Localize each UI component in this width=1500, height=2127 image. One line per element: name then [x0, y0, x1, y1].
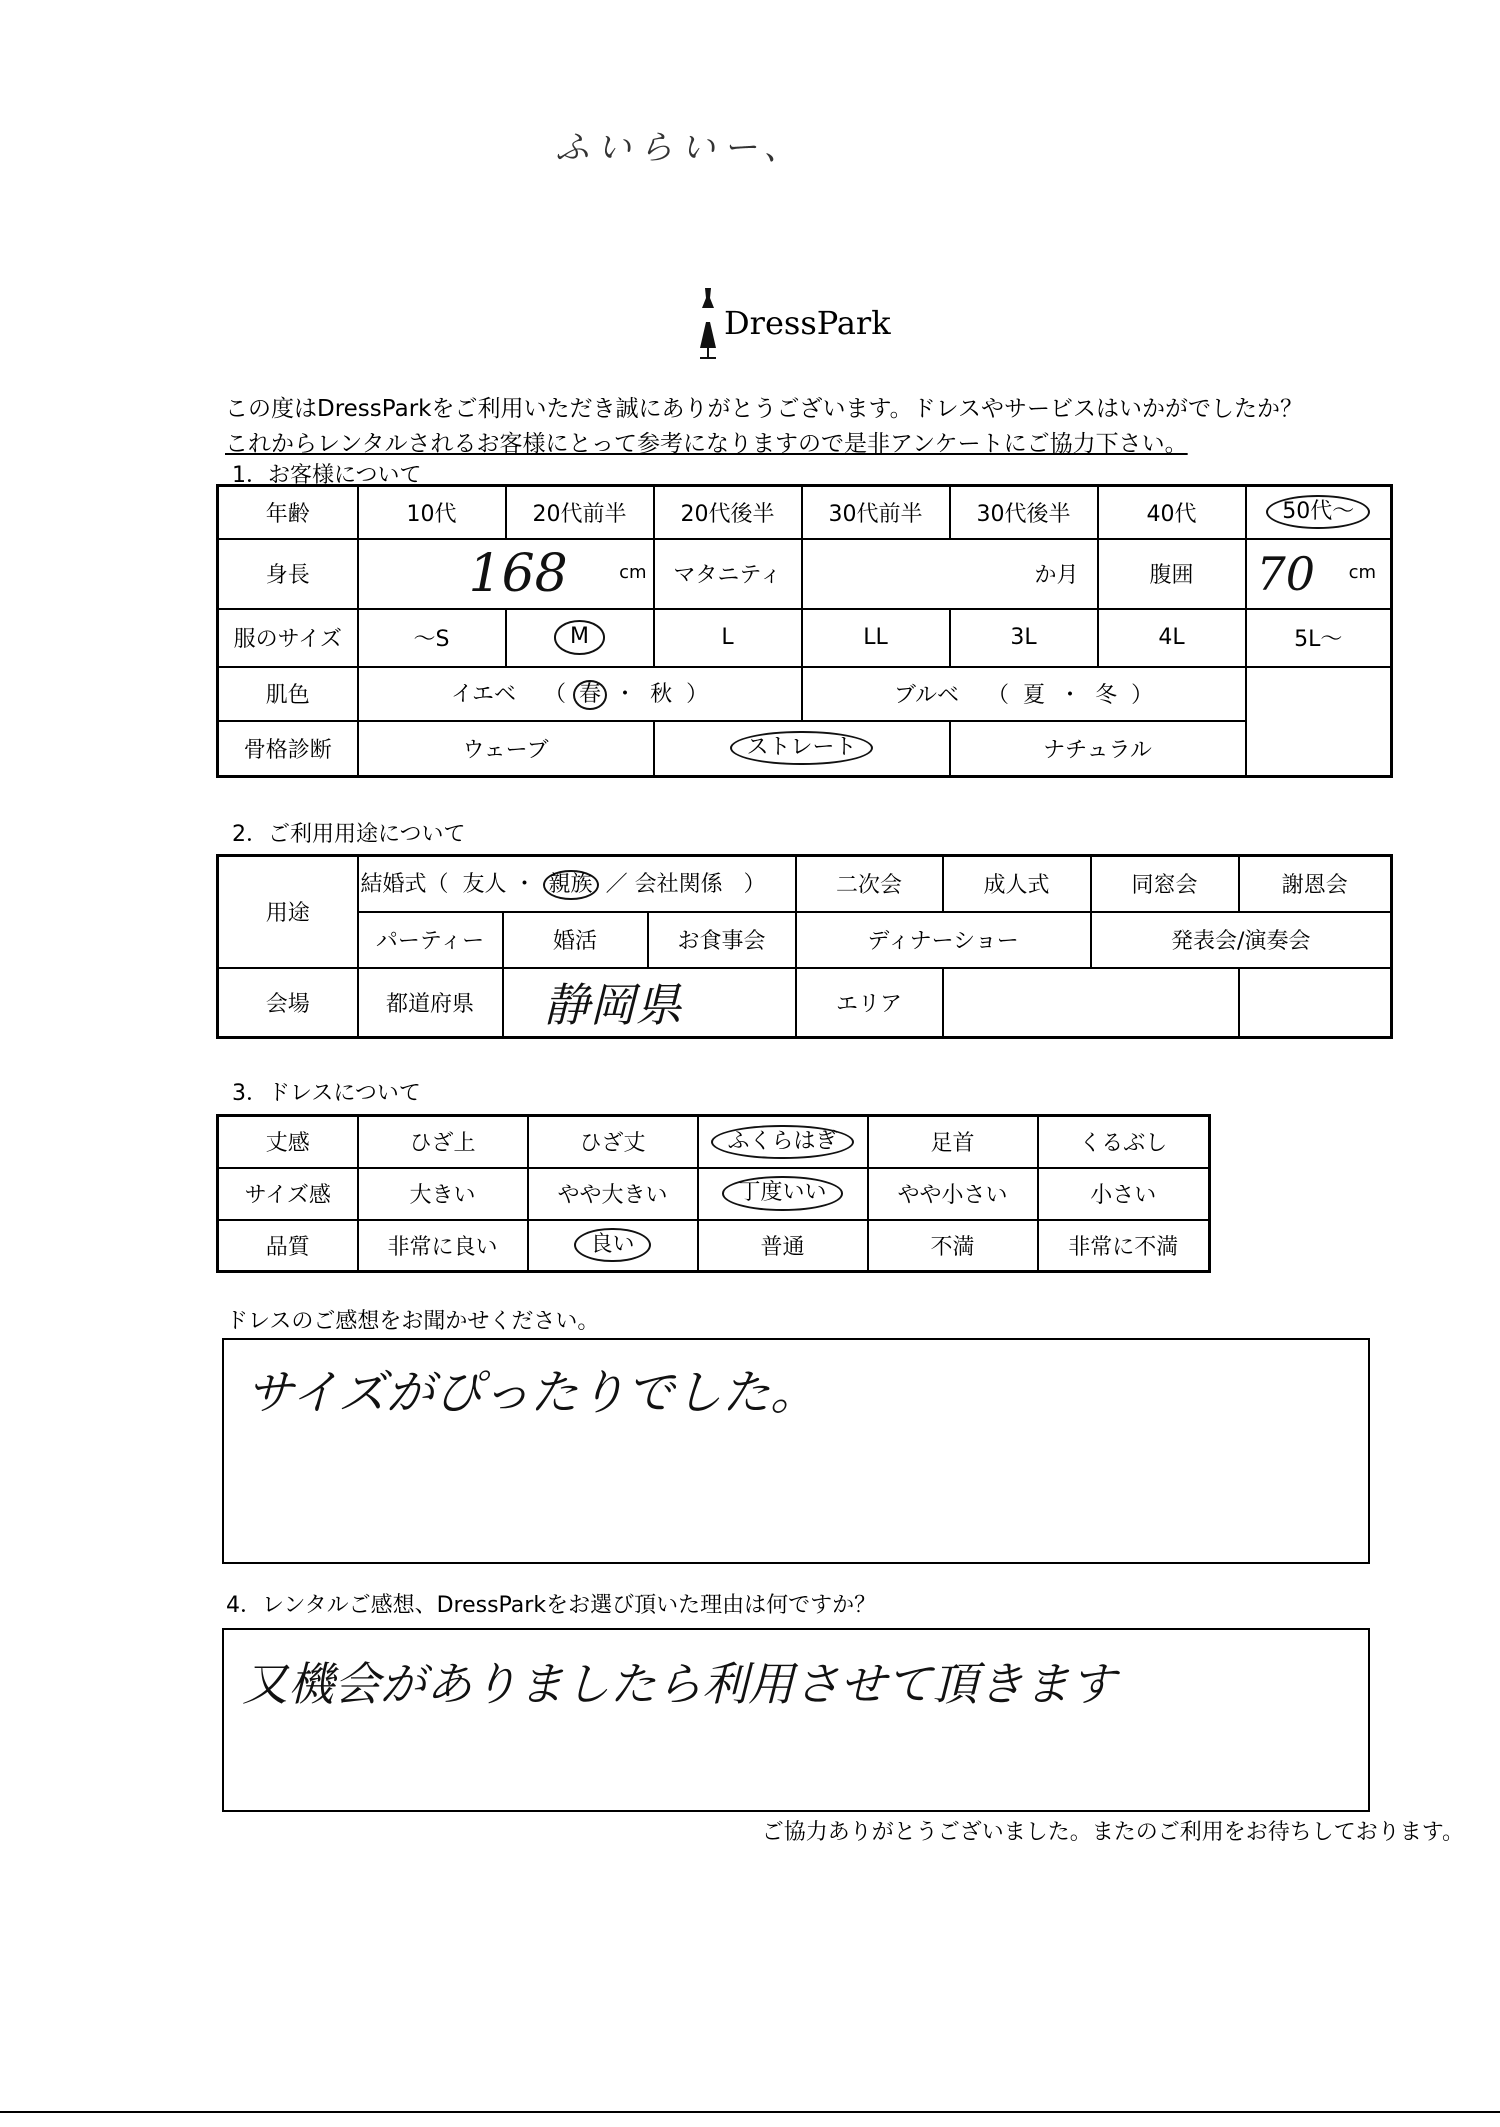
length-option[interactable]: ひざ上 — [358, 1116, 528, 1168]
page-bottom-line — [0, 2111, 1500, 2113]
empty-cell — [1246, 721, 1392, 777]
size-option[interactable]: 5L～ — [1246, 609, 1392, 667]
prefecture-field[interactable] — [503, 968, 796, 1038]
age-row — [218, 486, 1392, 539]
separator-dot: ・ — [614, 681, 637, 707]
selection-circle: ふくらはぎ — [711, 1125, 853, 1159]
dress-icon — [694, 282, 722, 360]
quality-option[interactable]: 非常に良い — [358, 1220, 528, 1272]
body-type-option[interactable]: ウェーブ — [358, 721, 654, 777]
maternity-field[interactable] — [802, 539, 1098, 609]
selection-circle: ストレート — [730, 731, 872, 765]
size-option[interactable]: 4L — [1098, 609, 1246, 667]
wedding-option-selected[interactable]: 親族 — [543, 870, 599, 900]
usage-option[interactable]: 同窓会 — [1091, 856, 1239, 912]
height-label: 身長 — [218, 539, 358, 609]
wedding-option[interactable]: 会社関係 — [634, 872, 723, 898]
size-option[interactable]: LL — [802, 609, 950, 667]
selection-circle: 丁度いい — [722, 1176, 842, 1210]
body-type-option[interactable]: ナチュラル — [950, 721, 1246, 777]
intro-line-1: この度はDressParkをご利用いただき誠にありがとうございます。ドレスやサービスはいかがでしたか？ — [225, 396, 1303, 422]
quality-option[interactable]: 普通 — [698, 1220, 868, 1272]
length-option[interactable]: ひざ丈 — [528, 1116, 698, 1168]
length-option[interactable]: くるぶし — [1038, 1116, 1210, 1168]
wedding-field[interactable] — [358, 856, 796, 912]
size-option-selected[interactable] — [506, 609, 654, 667]
size-label: 服のサイズ — [218, 609, 358, 667]
fit-option-selected[interactable] — [698, 1168, 868, 1220]
paren-close: ） — [743, 872, 766, 898]
usage-option[interactable]: 謝恩会 — [1239, 856, 1392, 912]
usage-option[interactable]: お食事会 — [648, 912, 796, 968]
section1-title: 1．お客様について — [232, 463, 422, 488]
dress-comment-box[interactable] — [222, 1338, 1370, 1564]
quality-label: 品質 — [218, 1220, 358, 1272]
quality-option-selected[interactable] — [528, 1220, 698, 1272]
empty-cell — [1246, 667, 1392, 721]
dresspark-logo — [690, 280, 910, 360]
paren-close: ） — [686, 681, 709, 707]
prefecture-value: 静岡県 — [543, 978, 682, 1033]
quality-row — [218, 1220, 1210, 1272]
wedding-option[interactable]: 友人 — [462, 872, 507, 898]
age-option[interactable]: 20代前半 — [506, 486, 654, 539]
fit-row — [218, 1168, 1210, 1220]
waist-unit: cm — [1348, 561, 1376, 583]
age-option[interactable]: 30代前半 — [802, 486, 950, 539]
age-option[interactable]: 10代 — [358, 486, 506, 539]
handwritten-scribble: ふいらいー、 — [555, 128, 806, 168]
skin-option[interactable]: 冬 — [1095, 683, 1118, 708]
dress-table — [216, 1114, 1211, 1273]
size-row — [218, 609, 1392, 667]
area-label: エリア — [796, 968, 943, 1038]
quality-option[interactable]: 非常に不満 — [1038, 1220, 1210, 1272]
selection-circle: M — [554, 620, 605, 654]
wedding-label: 結婚式（ — [360, 872, 449, 898]
paren-open: （ — [987, 683, 1010, 708]
height-field[interactable] — [358, 539, 654, 609]
section3-title: 3．ドレスについて — [232, 1081, 421, 1106]
skin-label: 肌色 — [218, 667, 358, 721]
separator-dot: ・ — [1059, 683, 1082, 708]
height-row — [218, 539, 1392, 609]
usage-option[interactable]: 二次会 — [796, 856, 943, 912]
usage-option[interactable]: ディナーショー — [796, 912, 1091, 968]
usage-option[interactable]: 婚活 — [503, 912, 648, 968]
length-option-selected[interactable] — [698, 1116, 868, 1168]
comment-prompt: ドレスのご感想をお聞かせください。 — [226, 1309, 600, 1334]
height-value: 168 — [468, 543, 568, 604]
usage-option[interactable]: 成人式 — [943, 856, 1091, 912]
fit-option[interactable]: やや小さい — [868, 1168, 1038, 1220]
usage-row-1 — [218, 856, 1392, 912]
closing-message: ご協力ありがとうございました。またのご利用をお待ちしております。 — [761, 1820, 1464, 1845]
empty-cell — [1239, 968, 1392, 1038]
yellow-base-field[interactable] — [358, 667, 802, 721]
area-field[interactable] — [943, 968, 1239, 1038]
skin-option-selected[interactable]: 春 — [573, 680, 607, 710]
fit-label: サイズ感 — [218, 1168, 358, 1220]
body-type-option-selected[interactable] — [654, 721, 950, 777]
paren-open: （ — [544, 681, 567, 707]
separator-dot: ・ — [513, 872, 536, 898]
waist-label: 腹囲 — [1098, 539, 1246, 609]
usage-option[interactable]: 発表会/演奏会 — [1091, 912, 1392, 968]
usage-row-2 — [218, 912, 1392, 968]
customer-table — [216, 484, 1393, 778]
quality-option[interactable]: 不満 — [868, 1220, 1038, 1272]
maternity-label: マタニティ — [654, 539, 802, 609]
age-option[interactable]: 30代後半 — [950, 486, 1098, 539]
usage-option[interactable]: パーティー — [358, 912, 503, 968]
venue-label: 会場 — [218, 968, 358, 1038]
reason-comment-box[interactable] — [222, 1628, 1370, 1812]
usage-label: 用途 — [218, 856, 358, 968]
paren-close: ） — [1131, 683, 1154, 708]
separator-slash: ／ — [605, 872, 628, 898]
skin-row — [218, 667, 1392, 721]
age-option[interactable]: 40代 — [1098, 486, 1246, 539]
age-option-selected[interactable] — [1246, 486, 1392, 539]
blue-base-field[interactable] — [802, 667, 1246, 721]
size-option[interactable]: L — [654, 609, 802, 667]
fit-option[interactable]: やや大きい — [528, 1168, 698, 1220]
waist-value: 70 — [1256, 546, 1316, 601]
reason-comment-text: 又機会がありましたら利用させて頂きます — [242, 1657, 1116, 1711]
dress-comment-text: サイズがぴったりでした。 — [246, 1365, 819, 1421]
maternity-unit: か月 — [1034, 563, 1079, 588]
body-type-row — [218, 721, 1392, 777]
prefecture-label: 都道府県 — [358, 968, 503, 1038]
blue-base-label: ブルベ — [893, 683, 960, 708]
selection-circle: 50代～ — [1266, 495, 1370, 529]
length-label: 丈感 — [218, 1116, 358, 1168]
skin-option[interactable]: 秋 — [650, 681, 673, 707]
intro-line-2: これからレンタルされるお客様にとって参考になりますので是非アンケートにご協力下さい。 — [225, 431, 1188, 457]
selection-circle: 良い — [574, 1228, 650, 1262]
yellow-base-label: イエベ — [450, 681, 517, 707]
venue-row — [218, 968, 1392, 1038]
skin-option[interactable]: 夏 — [1023, 683, 1046, 708]
age-option[interactable]: 20代後半 — [654, 486, 802, 539]
size-option[interactable]: ～S — [358, 609, 506, 667]
height-unit: cm — [619, 561, 647, 583]
section2-title: 2．ご利用用途について — [232, 822, 466, 847]
section4-title: 4．レンタルご感想、DressParkをお選び頂いた理由は何ですか？ — [226, 1593, 877, 1618]
length-option[interactable]: 足首 — [868, 1116, 1038, 1168]
age-label: 年齢 — [218, 486, 358, 539]
brand-name: DressPark — [724, 304, 891, 342]
waist-field[interactable] — [1246, 539, 1392, 609]
fit-option[interactable]: 小さい — [1038, 1168, 1210, 1220]
body-type-label: 骨格診断 — [218, 721, 358, 777]
usage-table — [216, 854, 1393, 1039]
fit-option[interactable]: 大きい — [358, 1168, 528, 1220]
size-option[interactable]: 3L — [950, 609, 1098, 667]
length-row — [218, 1116, 1210, 1168]
